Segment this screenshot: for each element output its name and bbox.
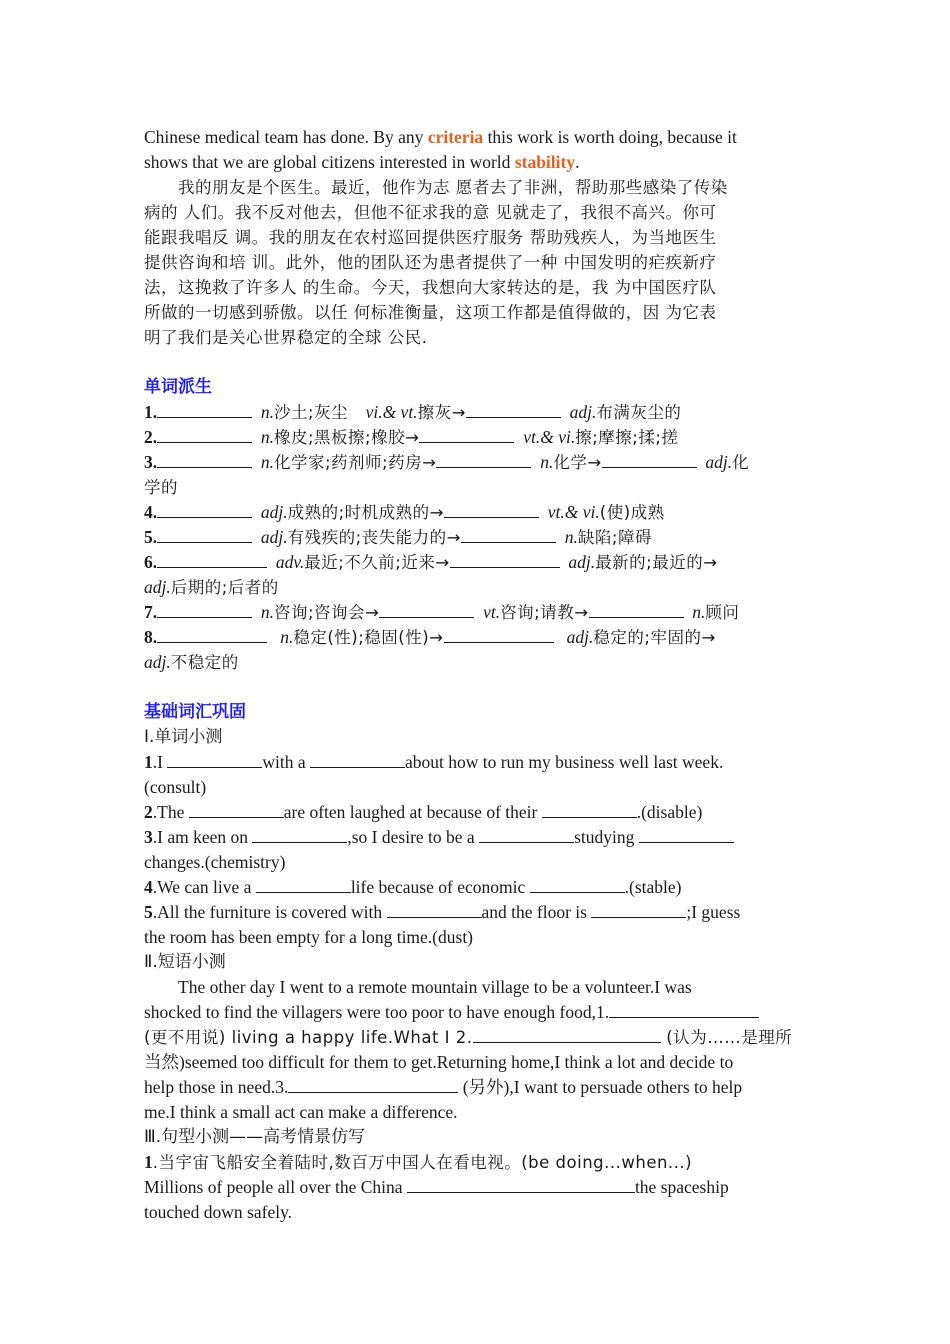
part-title-phrase-quiz: Ⅱ.短语小测 xyxy=(144,952,226,972)
item-number: 2. xyxy=(144,427,158,447)
quiz-text: (另外),I want to persuade others to help xyxy=(458,1077,743,1097)
answer-blank[interactable] xyxy=(466,400,561,418)
quiz-text: .(stable) xyxy=(624,877,682,897)
phrase-passage-line: The other day I went to a remote mountain village to be a volunteer.I was xyxy=(178,977,692,997)
phrase-passage-line xyxy=(144,1000,808,1025)
sentence-item-1-answer xyxy=(144,1175,808,1200)
definition: (使)成熟 xyxy=(599,503,665,522)
section-heading-word-derivation: 单词派生 xyxy=(144,377,212,397)
quiz-item-1 xyxy=(144,750,808,775)
passage-text: Chinese medical team has done. By any xyxy=(144,127,428,147)
derivation-item-3 xyxy=(144,450,808,475)
quiz-item-5-cont: the room has been empty for a long time.(dust) xyxy=(144,927,474,947)
part-of-speech: vt. xyxy=(483,602,501,622)
answer-blank[interactable] xyxy=(609,1000,759,1018)
item-number: 1 xyxy=(144,752,153,772)
quiz-text: .(disable) xyxy=(636,802,703,822)
quiz-item-5 xyxy=(144,900,808,925)
quiz-item-3-cont: changes.(chemistry) xyxy=(144,852,286,872)
item-number: 1. xyxy=(144,402,158,422)
passage-cn-line: 明了我们是关心世界稳定的全球 公民. xyxy=(144,328,428,347)
derivation-item-7 xyxy=(144,600,808,625)
quiz-text: ,so I desire to be a xyxy=(347,827,480,847)
part-of-speech: adv. xyxy=(275,552,305,572)
answer-blank[interactable] xyxy=(256,875,351,893)
part-title-word-quiz: Ⅰ.单词小测 xyxy=(144,727,223,747)
part-of-speech: adj. xyxy=(144,577,171,597)
definition: 稳定的;牢固的→ xyxy=(593,628,716,647)
item-number: 4. xyxy=(144,502,158,522)
passage-cn-line: 所做的一切感到骄傲。以任 何标准衡量，这项工作都是值得做的，因 为它表 xyxy=(144,303,717,322)
part-of-speech: vt.& vi. xyxy=(547,502,600,522)
passage-text: . xyxy=(575,152,580,172)
definition: 擦灰→ xyxy=(417,403,466,422)
quiz-text: (更不用说) living a happy life.What I 2. xyxy=(144,1028,473,1047)
quiz-item-4 xyxy=(144,875,808,900)
derivation-item-5 xyxy=(144,525,808,550)
item-number: 8. xyxy=(144,627,158,647)
answer-blank[interactable] xyxy=(450,550,560,568)
answer-blank[interactable] xyxy=(419,425,514,443)
passage-text: shows that we are global citizens interested in world xyxy=(144,152,515,172)
item-number: 4 xyxy=(144,877,153,897)
part-of-speech: adj. xyxy=(569,402,597,422)
sentence-item-1-prompt xyxy=(144,1150,808,1175)
part-of-speech: n. xyxy=(692,602,706,622)
definition: 不稳定的 xyxy=(170,653,239,672)
definition: 顾问 xyxy=(705,603,740,622)
document-page xyxy=(144,125,808,1225)
definition: 布满灰尘的 xyxy=(596,403,682,422)
passage-en-line-2 xyxy=(144,150,808,175)
item-number: 1 xyxy=(144,1152,153,1172)
part-of-speech: adj. xyxy=(568,552,596,572)
quiz-text: .We can live a xyxy=(152,877,256,897)
item-number: 3. xyxy=(144,452,158,472)
quiz-text: studying xyxy=(574,827,639,847)
answer-blank[interactable] xyxy=(157,425,252,443)
answer-blank[interactable] xyxy=(639,825,734,843)
definition: 稳定(性);稳固(性)→ xyxy=(293,628,444,647)
quiz-text: life because of economic xyxy=(350,877,530,897)
passage-cn-line: 法，这挽救了许多人 的生命。今天，我想向大家转达的是，我 为中国医疗队 xyxy=(144,278,717,297)
derivation-item-3-cont: 学的 xyxy=(144,478,178,497)
quiz-text: .I xyxy=(152,752,168,772)
quiz-text: with a xyxy=(262,752,310,772)
definition: 化学家;药剂师;药房→ xyxy=(274,453,437,472)
answer-blank[interactable] xyxy=(167,750,262,768)
derivation-item-8 xyxy=(144,625,808,650)
phrase-passage-line: me.I think a small act can make a difference. xyxy=(144,1102,458,1122)
part-title-sentence-quiz: Ⅲ.句型小测——高考情景仿写 xyxy=(144,1127,366,1147)
definition: 有残疾的;丧失能力的→ xyxy=(287,528,462,547)
quiz-text: .The xyxy=(152,802,189,822)
quiz-text: ;I guess xyxy=(686,902,741,922)
passage-cn-line: 能跟我唱反 调。我的朋友在农村巡回提供医疗服务 帮助残疾人，为当地医生 xyxy=(144,228,717,247)
item-number: 7. xyxy=(144,602,158,622)
item-number: 6. xyxy=(144,552,158,572)
answer-blank[interactable] xyxy=(473,1025,661,1043)
part-of-speech: n. xyxy=(260,402,274,422)
answer-blank[interactable] xyxy=(310,750,405,768)
answer-blank[interactable] xyxy=(252,825,347,843)
definition: 咨询;请教→ xyxy=(500,603,589,622)
answer-blank[interactable] xyxy=(530,875,625,893)
derivation-item-8-cont xyxy=(144,650,808,675)
quiz-item-1-cont: (consult) xyxy=(144,777,207,797)
definition: 缺陷;障碍 xyxy=(577,528,652,547)
answer-blank[interactable] xyxy=(379,600,474,618)
quiz-text: (认为……是理所 xyxy=(660,1028,793,1047)
answer-blank[interactable] xyxy=(157,525,252,543)
answer-blank[interactable] xyxy=(444,625,554,643)
part-of-speech: n. xyxy=(260,602,274,622)
item-number: 2 xyxy=(144,802,153,822)
item-number: 5 xyxy=(144,902,153,922)
item-number: 3 xyxy=(144,827,153,847)
answer-blank[interactable] xyxy=(157,500,252,518)
quiz-text: the spaceship xyxy=(634,1177,729,1197)
part-of-speech: n. xyxy=(260,427,274,447)
passage-cn-line: 提供咨询和培 训。此外，他的团队还为患者提供了一种 中国发明的疟疾新疗 xyxy=(144,253,717,272)
part-of-speech: adj. xyxy=(705,452,733,472)
part-of-speech: n. xyxy=(540,452,554,472)
part-of-speech: adj. xyxy=(260,502,288,522)
phrase-passage-line xyxy=(144,1075,808,1100)
definition: 沙土;灰尘 xyxy=(274,403,349,422)
answer-blank[interactable] xyxy=(288,1075,458,1093)
derivation-item-1 xyxy=(144,400,808,425)
part-of-speech: n. xyxy=(260,452,274,472)
passage-cn-line: 病的 人们。我不反对他去，但他不征求我的意 见就走了，我很不高兴。你可 xyxy=(144,203,717,222)
answer-blank[interactable] xyxy=(157,550,267,568)
phrase-passage-line xyxy=(144,1025,808,1050)
quiz-prompt: .当宇宙飞船安全着陆时,数百万中国人在看电视。(be doing...when...) xyxy=(152,1153,693,1172)
part-of-speech: adj. xyxy=(260,527,288,547)
answer-blank[interactable] xyxy=(591,900,686,918)
definition: 擦;摩擦;揉;搓 xyxy=(575,428,679,447)
sentence-item-1-cont: touched down safely. xyxy=(144,1202,293,1222)
quiz-item-2 xyxy=(144,800,808,825)
part-of-speech: vi.& vt. xyxy=(365,402,418,422)
quiz-text: .I am keen on xyxy=(152,827,253,847)
answer-blank[interactable] xyxy=(589,600,684,618)
passage-en-line-1 xyxy=(144,125,808,150)
passage-text: this work is worth doing, because it xyxy=(483,127,737,147)
answer-blank[interactable] xyxy=(387,900,482,918)
definition: 化 xyxy=(732,453,750,472)
definition: 最新的;最近的→ xyxy=(595,553,718,572)
section-heading-vocab-review: 基础词汇巩固 xyxy=(144,702,246,722)
phrase-passage-line: 当然)seemed too difficult for them to get.Returning home,I think a lot and decide to xyxy=(144,1052,734,1072)
item-number: 5. xyxy=(144,527,158,547)
definition: 最近;不久前;近来→ xyxy=(304,553,450,572)
quiz-text: help those in need.3. xyxy=(144,1077,289,1097)
derivation-item-2 xyxy=(144,425,808,450)
definition: 咨询;咨询会→ xyxy=(274,603,380,622)
answer-blank[interactable] xyxy=(461,525,556,543)
derivation-item-6-cont xyxy=(144,575,808,600)
definition: 成熟的;时机成熟的→ xyxy=(287,503,445,522)
passage-cn-line: 我的朋友是个医生。最近，他作为志 愿者去了非洲，帮助那些感染了传染 xyxy=(178,178,728,197)
answer-blank[interactable] xyxy=(542,800,637,818)
answer-blank[interactable] xyxy=(479,825,574,843)
answer-blank[interactable] xyxy=(157,400,252,418)
part-of-speech: adj. xyxy=(566,627,594,647)
answer-blank[interactable] xyxy=(157,450,252,468)
highlight-word-stability: stability xyxy=(514,152,576,172)
part-of-speech: n. xyxy=(564,527,578,547)
derivation-item-4 xyxy=(144,500,808,525)
derivation-item-6 xyxy=(144,550,808,575)
quiz-text: and the floor is xyxy=(481,902,592,922)
answer-blank[interactable] xyxy=(189,800,284,818)
quiz-text: about how to run my business well last week. xyxy=(404,752,724,772)
highlight-word-criteria: criteria xyxy=(427,127,484,147)
answer-blank[interactable] xyxy=(444,500,539,518)
answer-blank[interactable] xyxy=(436,450,531,468)
answer-blank[interactable] xyxy=(157,625,267,643)
part-of-speech: vt.& vi. xyxy=(523,427,576,447)
quiz-item-3 xyxy=(144,825,808,850)
definition: 化学→ xyxy=(553,453,602,472)
quiz-text: Millions of people all over the China xyxy=(144,1177,407,1197)
part-of-speech: adj. xyxy=(144,652,171,672)
definition: 橡皮;黑板擦;橡胶→ xyxy=(274,428,420,447)
answer-blank[interactable] xyxy=(157,600,252,618)
quiz-text: are often laughed at because of their xyxy=(283,802,542,822)
quiz-text: shocked to find the villagers were too poor to have enough food,1. xyxy=(144,1002,610,1022)
quiz-text: .All the furniture is covered with xyxy=(152,902,387,922)
answer-blank[interactable] xyxy=(602,450,697,468)
part-of-speech: n. xyxy=(280,627,294,647)
answer-blank[interactable] xyxy=(407,1175,635,1193)
definition: 后期的;后者的 xyxy=(170,578,279,597)
